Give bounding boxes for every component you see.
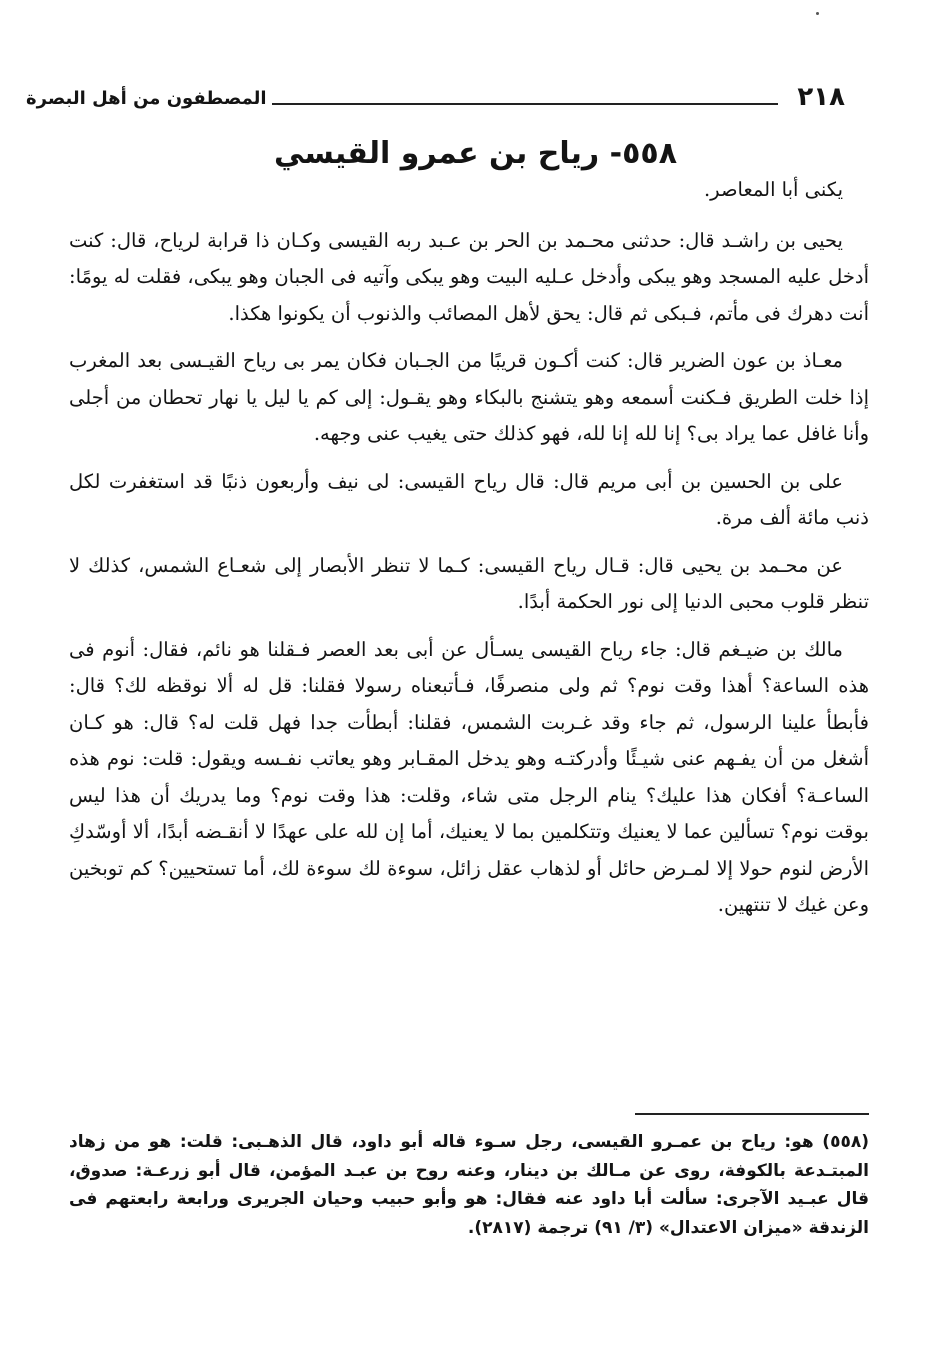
paragraph: مالك بن ضيـغم قال: جاء رياح القيسى يسـأل عن أبى بعد العصر فـقلنا هو نائم، فقال: أنوم فى هذه الساعة؟ أهذا وقت نوم؟ ثم ولى منصرفًا، فـأتبعناه رسولا فقلنا: قل له ألا نوقظه لك؟ قال: فأبطأ علينا الرسول، ثم جاء وقد غـربت الشمس، فقلنا: أبطأت جدا فهل قلت له؟ قال: هو كـان أشغل من أن يفـهم عنى شيـئًا وأدركتـه وهو يدخل المقـابر وهو يعاتب نفـسه ويقول: قلت: نوم هذه الساعـة؟ أفكان هذا عليك؟ ينام الرجل متى شاء، وقلت: هذا وقت نوم؟ وما يدريك أن هذا ليس بوقت نوم؟ تسألين عما لا يعنيك وتتكلمين بما لا يعنيك، أما إن لله على عهدًا لا أنقـضه أبدًا، ألا أوسّدكِ الأرض لنوم حولا إلا لمـرض حائل أو لذهاب عقل زائل، سوءة لك سوءة لك، أما تستحيين؟ كم توبخين وعن غيك لا تنتهين. bbox=[69, 637, 869, 916]
entry-title: ٥٥٨- رياح بن عمرو القيسي bbox=[273, 136, 678, 171]
paragraph: عن محـمد بن يحيى قال: قـال رياح القيسى: كـما لا تنظر الأبصار إلى شعـاع الشمس، كذلك لا تنظر قلوب محبى الدنيا إلى نور الحكمة أبدًا. bbox=[69, 553, 869, 613]
footnote bbox=[69, 1128, 869, 1242]
page-number: ٢١٨ bbox=[797, 82, 845, 112]
scan-speck bbox=[816, 12, 819, 15]
paragraph: يحيى بن راشـد قال: حدثنى محـمد بن الحر بن عـبد ربه القيسى وكـان ذا قرابة لرياح، قال: كنت أدخل عليه المسجد وهو يبكى وأدخل عـليه البيت وهو يبكى وآتيه فى الجبان وهو يبكى، فقلت له يومًا: أنت دهرك فى مأتم، فـبكى ثم قال: يحق لأهل المصائب والذنوب أن يكونوا هكذا. bbox=[69, 228, 869, 325]
header-rule bbox=[272, 103, 778, 105]
paragraph: معـاذ بن عون الضرير قال: كنت أكـون قريبًا من الجـبان فكان يمر بى رياح القيـسى بعد المغرب إذا خلت الطريق فـكنت أسمعه وهو يتشنج بالبكاء وهو يقـول: إلى كم يا ليل يا نهار تحطان من أجلى وأنا غافل عما يراد بى؟ إنا لله إنا لله، فهو كذلك حتى يغيب عنى وجهه. bbox=[69, 349, 869, 445]
running-title: المصطفون من أهل البصرة bbox=[26, 88, 267, 109]
footnote-text: (٥٥٨) هو: رياح بن عمـرو القيسى، رجل سـوء قاله أبو داود، قال الذهـبى: قلت: هو من زهاد المبتـدعة بالكوفة، روى عن مـالك بن دينار، وعنه روح بن عبـد المؤمن، قال أبو زرعـة: صدوق، قال عبـيد الآجرى: سألت أبا داود عنه فقال: هو وأبو حبيب وحيان الجريرى ورابعة رابعتهم فى الزندقة «ميزان الاعتدال» (٣/ ٩١) ترجمة (٢٨١٧). bbox=[69, 1132, 869, 1238]
footnote-rule bbox=[635, 1113, 869, 1115]
body-text bbox=[69, 172, 869, 935]
paragraph-kunya: يكنى أبا المعاصر. bbox=[703, 178, 843, 201]
paragraph: على بن الحسين بن أبى مريم قال: قال رياح القيسى: لى نيف وأربعون ذنبًا قد استغفرت لكل ذنب مائة ألف مرة. bbox=[69, 469, 869, 529]
